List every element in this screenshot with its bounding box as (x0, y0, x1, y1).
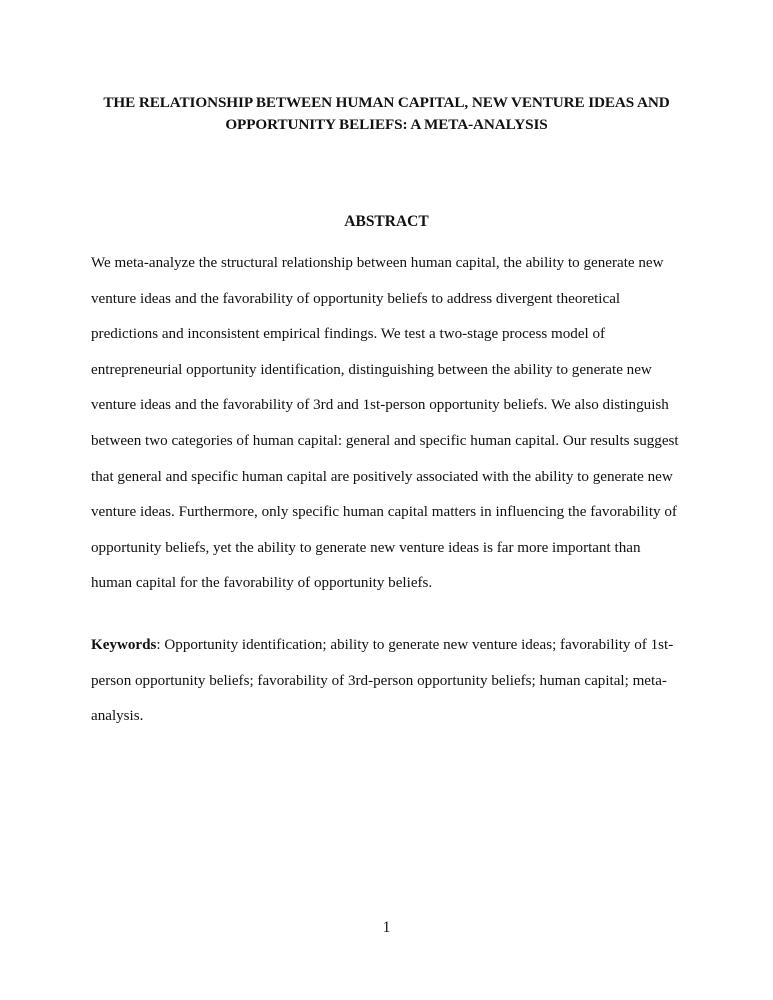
paper-title (60, 92, 713, 136)
abstract-line: We meta-analyze the structural relationship between human capital, the ability to generate new (91, 255, 664, 271)
abstract-heading: ABSTRACT (344, 213, 429, 230)
abstract-line: entrepreneurial opportunity identification, distinguishing between the ability to generate new (91, 361, 652, 378)
keywords-line (91, 628, 691, 664)
keywords-line: person opportunity beliefs; favorability of 3rd-person opportunity beliefs; human capital; meta- (91, 672, 667, 689)
keywords-section (91, 628, 691, 735)
page-number: 1 (382, 919, 391, 936)
abstract-line: venture ideas and the favorability of 3rd and 1st-person opportunity beliefs. We also distinguish (91, 397, 669, 414)
keywords-text: : Opportunity identification; ability to generate new venture ideas; favorability of 1st- (156, 637, 674, 653)
abstract-line: venture ideas and the favorability of opportunity beliefs to address divergent theoretical (91, 290, 621, 307)
title-line: THE RELATIONSHIP BETWEEN HUMAN CAPITAL, NEW VENTURE IDEAS AND (103, 94, 670, 111)
abstract-line: that general and specific human capital are positively associated with the ability to generate new (91, 468, 673, 485)
keywords-label: Keywords (91, 637, 157, 653)
keywords-line: analysis. (91, 708, 144, 725)
title-line: OPPORTUNITY BELIEFS: A META-ANALYSIS (225, 116, 548, 133)
abstract-line: between two categories of human capital: general and specific human capital. Our results suggest (91, 432, 679, 449)
abstract-body (91, 246, 691, 602)
abstract-line: human capital for the favorability of opportunity beliefs. (91, 575, 433, 592)
abstract-line: opportunity beliefs, yet the ability to generate new venture ideas is far more important than (91, 539, 641, 556)
abstract-line: predictions and inconsistent empirical findings. We test a two-stage process model of (91, 326, 606, 343)
abstract-line: venture ideas. Furthermore, only specific human capital matters in influencing the favorability of (91, 504, 677, 521)
